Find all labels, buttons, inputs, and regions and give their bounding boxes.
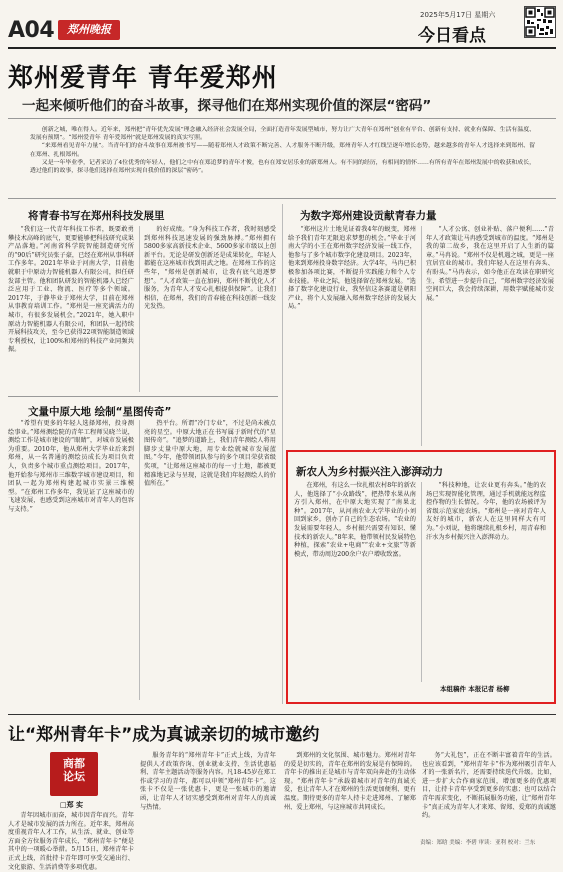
section-name: 今日看点: [418, 26, 486, 46]
article-paragraph: “希望有更多的年轻人选择郑州，投身测绘事业。”郑州测绘院的青年工程师吴晓兰说，测绘工作是城市建设的“眼睛”，对城市发展极为重要。2010年，他从郑州大学毕业后来到郑州，从一名普通的测绘员成长为项目负责人，负责多个城市重点测绘项目。2017年，他开始参与郑州市三维数字城市建设项目，和团队一起为郑州构建起城市实景三维模型。“在郑州工作多年，我见证了这座城市的飞速发展，也感受到这座城市对青年人的包容与支持。”: [8, 420, 134, 513]
article-column: [294, 482, 416, 694]
section-title: 文量中原大地 绘制“星图传奇”: [28, 406, 172, 418]
article-column: [8, 420, 134, 700]
section-headline: 让“郑州青年卡”成为真诚亲切的城市邀约: [8, 725, 320, 745]
article-column: [284, 752, 416, 842]
paper-logo: [58, 20, 120, 40]
article-column: [144, 420, 276, 700]
qr-code[interactable]: [524, 6, 556, 38]
lead-intro: [30, 126, 535, 192]
masthead: [8, 11, 556, 46]
column-badge: [50, 752, 98, 796]
article-paragraph: 热平台。所谓“冷门专业”，不过是尚未被点亮的星空。中原大地正在书写属于新时代的“星图传奇”。“追梦的道路上，我们青年测绘人将用脚步丈量中原大地，用专业绘就城市发展蓝图。”今年，他带领团队参与的多个项目荣获省级奖项，“让郑州这座城市的每一寸土地，都被更精准地记录与呈现，这就是我们年轻测绘人的价值所在。”: [144, 420, 276, 488]
column-divider: [282, 204, 283, 704]
paper-name: 郑州晚报: [67, 23, 111, 36]
article-column: [8, 226, 134, 392]
article-paragraph: 的好成绩。“身为科技工作者，我时刻感受到郑州科技迅速发展的强劲脉搏。”郑州拥有5800多家高新技术企业、5600多家市级以上创新平台。无论是研发创新还是成果转化，年轻人都能在这座城市找到用武之地。在郑州工作的这些年，“郑州是创新城市，让我有底气追逐梦想”。“人才政策一直在加码，郑州不断优化人才服务，为青年人才安心扎根提供保障”。让我们相信，在郑州，我们的青春能在科技创新一线发光发热。: [144, 226, 276, 311]
article-paragraph: 务“大礼包”，正在不断丰富着青年的生活。也应该看到，“郑州青年卡”作为郑州吸引青年人才的一张新名片，还需要持续迭代升级。比如，进一步扩大合作商家范围，增加更多的优惠项目，让持卡青年享受到更多的实惠；也可以结合青年需求变化，不断拓展服务功能，让“郑州青年卡”真正成为青年人才来郑、留郑、爱郑的真诚邀约。: [422, 752, 556, 820]
column-divider: [421, 226, 422, 446]
date-line: 2025年5月17日 星期六: [420, 11, 496, 19]
qr-code-icon: [525, 7, 555, 37]
badge-top: 商都: [63, 757, 85, 770]
article-paragraph: 服务青年的“郑州青年卡”正式上线，为青年提供人才政策咨询、创业就业支持、生活优惠福利、青年主题活动等服务内容。凡18-45岁在郑工作或学习的青年，都可以申领“郑州青年卡”。这张卡不仅是一张优惠卡，更是一张城市的邀请函，让青年人才切实感受到郑州对青年人的真诚与热情。: [140, 752, 276, 811]
lead-subheadline: 一起来倾听他们的奋斗故事，探寻他们在郑州实现价值的深层“密码”: [22, 98, 432, 114]
lead-headline: 郑州爱青年 青年爱郑州: [8, 63, 278, 92]
page-number: A04: [8, 18, 55, 43]
section-title: 新农人为乡村振兴注入澎湃动力: [296, 466, 443, 478]
header-rule: [8, 47, 556, 49]
article-paragraph: “我们这一代青年科技工作者，既要敢勇攀技术高峰的底气，更要能够把科技研究成果产品落地。”河南省科学院智能制造研究所的“90后”研究员张子豪，已经在郑州从事科研工作多年。2021年毕业于河南大学，目前他就职于中原动力智能机器人有限公司，担任研发部主管。他和团队研发的智能机器人已经广泛应用于工业、物流、医疗等多个领域。2017年，于静毕业于郑州大学，目前在郑州从事教育培训工作。“郑州是一座充满活力的城市，有很多发展机会。”2021年，她入职中原动力智能机器人有限公司，和团队一起持续开展科技攻关，至今已获得22项智能制造领域专利授权，让100%和郑州的科技产业同频共振。: [8, 226, 134, 354]
article-paragraph: “科技种地，让农业更有奔头。”他的农场已实现智能化管理，通过手机就能远程监控作物的生长情况。今年，他的农场被评为省级示范家庭农场。“郑州是一座对青年人友好的城市，新农人在这里同样大有可为。”小刘说，他将继续扎根乡村，用青春和汗水为乡村振兴注入澎湃动力。: [426, 482, 546, 541]
article-column: [140, 752, 276, 842]
article-paragraph: 在郑州，有这么一位扎根农村8年的新农人，他选择了“小众路线”，把热带水果从南方引入郑州，在中原大地实现了“南果北种”。2017年，从河南农业大学毕业的小刘回到家乡，创办了自己的生态农场。“农业的发展需要年轻人，乡村振兴需要有知识、懂技术的新农人。”8年来，他带领村民发展特色种植，探索“农业+电商”“农业+文旅”等新模式，带动周边200余户农户增收致富。: [294, 482, 416, 558]
section-title: 将青春书写在郑州科技发展里: [28, 210, 165, 222]
section-title: 为数字郑州建设贡献青春力量: [300, 210, 437, 222]
divider: [8, 118, 556, 119]
article-paragraph: 青年因城市而奋，城市因青年而兴。青年人才是城市发展的活力所在。近年来，郑州高度重视青年人才工作，从生活、就业、创业等方面全方位服务青年成长，“郑州青年卡”便是其中的一项暖心举措。5月15日，郑州青年卡正式上线，首批持卡青年即可享受交通出行、文化旅游、生活消费等多项优惠。: [8, 812, 134, 871]
author: □郑 实: [60, 801, 84, 809]
column-divider: [139, 226, 140, 392]
divider: [8, 714, 556, 715]
article-column: [426, 226, 554, 446]
article-paragraph: “郑州这片土地见证着我4年的蜕变，郑州给予我们青年无限追求梦想的机会。”毕业于河南大学的小王在郑州数字经济发展一线工作，他参与了多个城市数字化建设项目。2023年，他来到郑州投身数字经济。大学4年，马冉已积极参加各项比赛，不断提升实践能力和个人专业技能。毕业之际，他选择留在郑州发展。“选择了数字化建设行业，我坚信这条赛道是朝阳产业，将个人发展融入郑州数字经济的发展大局。”: [288, 226, 416, 311]
article-column: [426, 482, 546, 678]
editor-credits: 责编：郑晗 美编：李碧 审读：亚利 校对：兰东: [420, 840, 536, 846]
article-column: [144, 226, 276, 392]
intro-paragraph: 创新之城，唯在得人。近年来，郑州把“青年优先发展”理念融入经济社会发展全局，全面打造青年发展型城市，努力让广大青年在郑州“创业有平台、创新有支持、就业有保障、生活有温度、发展有预期”。“郑州爱青年 青年爱郑州”就是郑州发展的真实写照。: [30, 127, 535, 142]
article-column: [8, 812, 134, 871]
article-paragraph: “人才公寓、创业补贴、落户便利……”青年人才政策让马冉感受到城市的温度。“郑州是我的第二故乡，我在这里开启了人生新的篇章。”马冉说。“郑州不仅是机遇之城，更是一座宜居宜业的城市。我们年轻人在这里有奔头、有盼头。”马冉表示，如今他正在攻读在职研究生，希望进一步提升自己，“郑州数字经济发展空间巨大，我会持续深耕，用数字赋能城市发展。”: [426, 226, 554, 302]
intro-paragraph: 又是一年毕业季，记者采访了4位优秀的年轻人，他们之中有在郑追梦的青年才俊，也有在郑安居乐业的新郑州人。有不同的经历，有相同的情怀……有所有青年在郑州发展中的收获和成长，透过他们的故事，探寻他们选择在郑州实现自我价值的深层“密码”。: [30, 159, 535, 175]
article-paragraph: 到郑州的文化氛围、城市魅力。郑州对青年的爱是切实的，青年在郑州的发展是有保障的。青年卡的推出正是城市与青年双向奔赴的生动体现。“郑州青年卡”承载着城市对青年的真诚关爱，也让青年人才在郑州的生活更加便利、更有温度。期待更多的青年人持卡走进郑州、了解郑州、爱上郑州，与这座城市共同成长。: [284, 752, 416, 811]
divider: [8, 396, 278, 397]
badge-bottom: 论坛: [63, 770, 85, 783]
column-divider: [139, 420, 140, 700]
intro-paragraph: “来郑州看见青年力量”。当青年们的奋斗故事在郑州被书写——随着郑州人才政策不断完善、人才服务不断升级，郑州青年人才红线呈逐年增长态势，越来越多的青年人才选择来到郑州、留在郑州、扎根郑州。: [30, 143, 535, 158]
byline: 本组稿件 本报记者 杨柳: [440, 685, 510, 693]
column-divider: [421, 482, 422, 682]
divider: [8, 198, 556, 199]
article-column: [422, 752, 556, 838]
article-column: [288, 226, 416, 446]
